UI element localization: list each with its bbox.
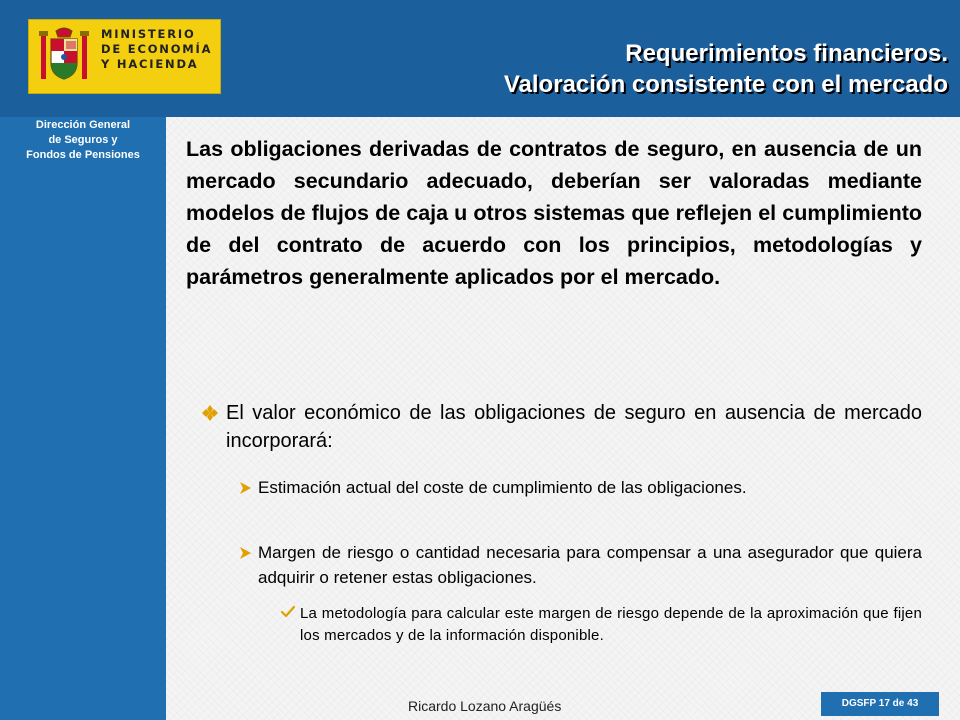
bullet-level-3: La metodología para calcular este margen de riesgo depende de la aproximación que fijen los mercados y de la información disponible. <box>300 605 922 644</box>
arrow-bullet-icon <box>238 481 252 495</box>
ministry-logo <box>28 19 221 94</box>
department-line: Fondos de Pensiones <box>26 149 140 161</box>
page-number-badge: DGSFP 17 de 43 <box>821 692 939 716</box>
intro-paragraph: Las obligaciones derivadas de contratos de seguro, en ausencia de un mercado secundario adecuado, deberían ser valoradas mediante modelos de flujos de caja u otros sistemas que reflejen el cumplimiento de del contrato de acuerdo con los principios, metodologías y parámetros generalmente aplicados por el mercado. <box>186 137 922 289</box>
footer-author: Ricardo Lozano Aragüés <box>408 698 562 714</box>
bullet-level-2: Estimación actual del coste de cumplimiento de las obligaciones. <box>258 478 747 497</box>
bullet-level-1: El valor económico de las obligaciones de seguro en ausencia de mercado incorporará: <box>226 402 922 452</box>
checkmark-icon <box>280 604 296 620</box>
ministry-line: MINISTERIO <box>101 27 196 41</box>
title-line: Requerimientos financieros. <box>625 40 948 67</box>
title-line: Valoración consistente con el mercado <box>503 71 948 98</box>
diamond-bullet-icon <box>201 404 219 422</box>
bullet-level-2: Margen de riesgo o cantidad necesaria para compensar a una asegurador que quiera adquirir o retener estas obligaciones. <box>258 543 922 587</box>
slide-title <box>504 38 948 100</box>
ministry-name <box>101 27 212 72</box>
department-name <box>0 118 166 163</box>
arrow-bullet-icon <box>238 546 252 560</box>
ministry-line: DE ECONOMÍA <box>101 42 213 56</box>
coat-of-arms-icon <box>37 25 91 87</box>
department-line: de Seguros y <box>48 134 118 146</box>
ministry-line: Y HACIENDA <box>101 57 199 71</box>
department-line: Dirección General <box>35 119 131 131</box>
